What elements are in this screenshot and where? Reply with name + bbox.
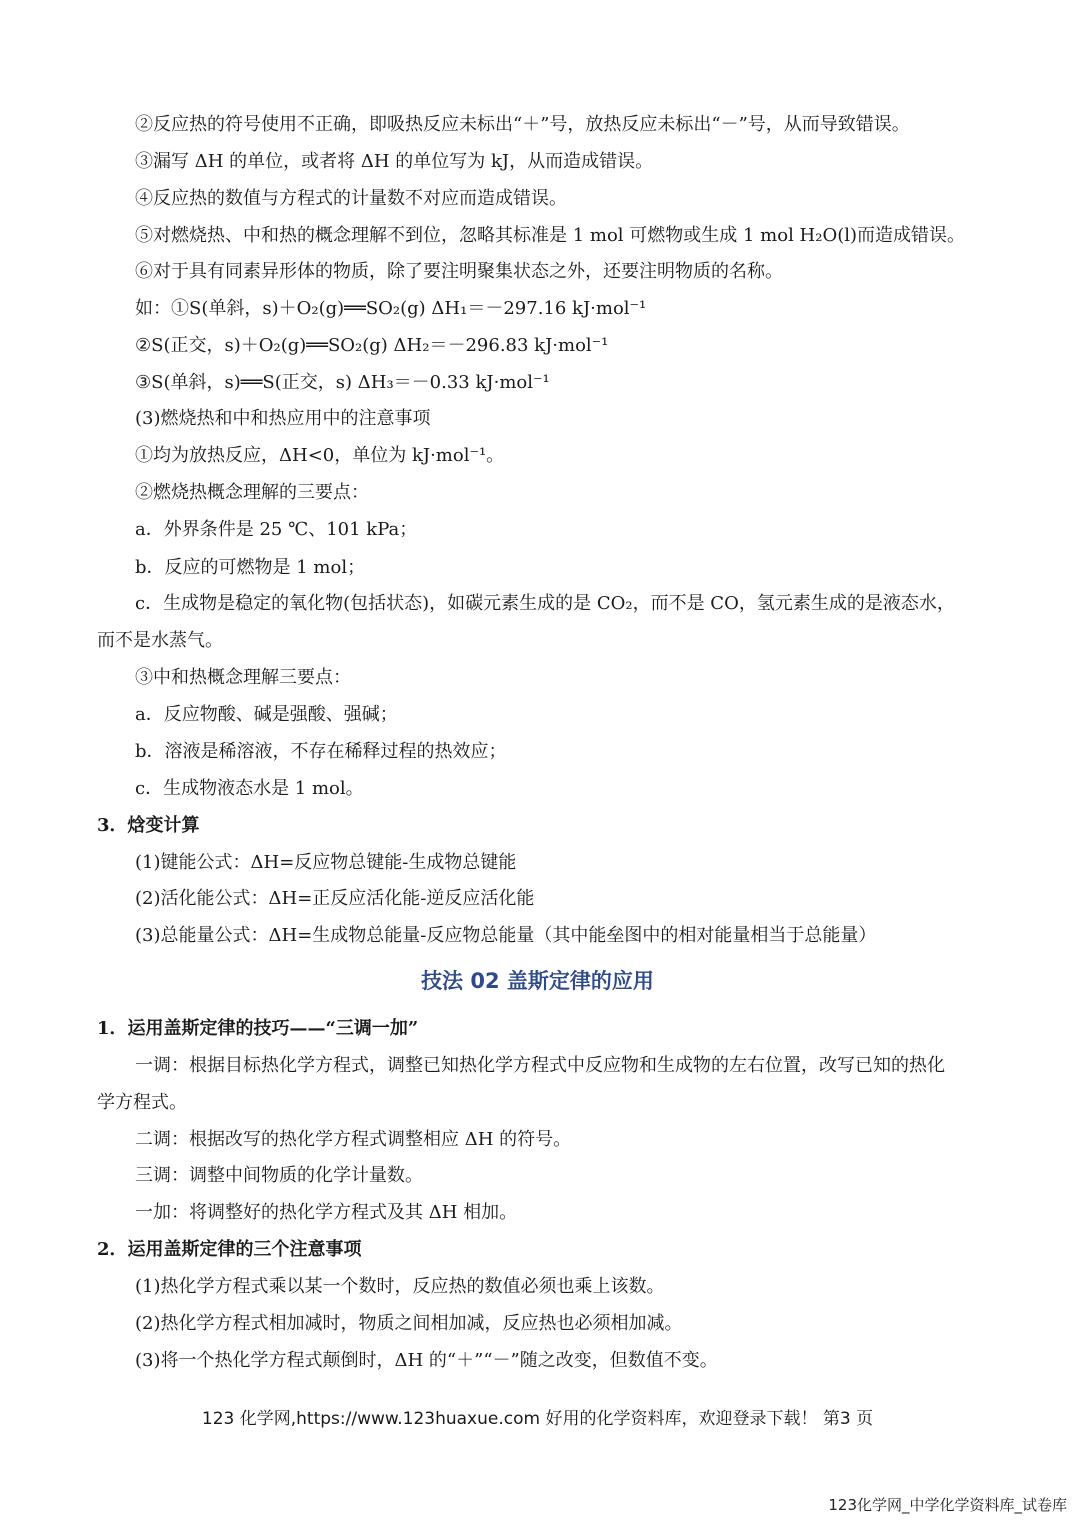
subheading: 1．运用盖斯定律的技巧——“三调一加” [97, 1018, 419, 1039]
equation-line: ②S(正交，s)＋O₂(g)══SO₂(g) ΔH₂＝－296.83 kJ·mol⁻¹ [135, 335, 609, 356]
text-line: ③中和热概念理解三要点： [135, 667, 351, 688]
text-line: 一加：将调整好的热化学方程式及其 ΔH 相加。 [135, 1202, 518, 1223]
text-line: (1)键能公式：ΔH=反应物总键能-生成物总键能 [135, 852, 517, 873]
text-line: a．反应物酸、碱是强酸、强碱； [135, 704, 398, 725]
text-line: (3)燃烧热和中和热应用中的注意事项 [135, 408, 431, 429]
equation-line: 如：①S(单斜，s)＋O₂(g)══SO₂(g) ΔH₁＝－297.16 kJ·mol⁻¹ [135, 298, 647, 319]
text-line: ⑤对燃烧热、中和热的概念理解不到位，忽略其标准是 1 mol 可燃物或生成 1 mol H₂O(l)而造成错误。 [135, 225, 966, 246]
text-line: a．外界条件是 25 ℃、101 kPa； [135, 519, 418, 540]
equation-line: ③S(单斜，s)══S(正交，s) ΔH₃＝－0.33 kJ·mol⁻¹ [135, 372, 550, 393]
subheading: 3．焓变计算 [97, 815, 200, 836]
watermark-text: 123化学网_中学化学资料库_试卷库 [828, 1496, 1067, 1514]
text-line: (2)热化学方程式相加减时，物质之间相加减，反应热也必须相加减。 [135, 1313, 683, 1334]
subheading: 2．运用盖斯定律的三个注意事项 [97, 1239, 362, 1260]
text-line: 而不是水蒸气。 [97, 630, 223, 651]
text-line: ④反应热的数值与方程式的计量数不对应而造成错误。 [135, 188, 567, 209]
text-line: ①均为放热反应，ΔH<0，单位为 kJ·mol⁻¹。 [135, 445, 505, 466]
text-line: b．反应的可燃物是 1 mol； [135, 557, 366, 578]
text-line: c．生成物液态水是 1 mol。 [135, 778, 364, 799]
text-line: ②反应热的符号使用不正确，即吸热反应未标出“＋”号，放热反应未标出“－”号，从而导致错误。 [135, 114, 910, 135]
text-line: ③漏写 ΔH 的单位，或者将 ΔH 的单位写为 kJ，从而造成错误。 [135, 151, 654, 172]
text-line: b．溶液是稀溶液，不存在稀释过程的热效应； [135, 741, 507, 762]
text-line: (3)将一个热化学方程式颠倒时，ΔH 的“＋”“－”随之改变，但数值不变。 [135, 1350, 718, 1371]
text-line: ②燃烧热概念理解的三要点： [135, 482, 369, 503]
section-title: 技法 02 盖斯定律的应用 [421, 969, 654, 993]
text-line: c．生成物是稳定的氧化物(包括状态)，如碳元素生成的是 CO₂，而不是 CO，氢元素生成的是液态水， [135, 593, 955, 614]
text-line: 一调：根据目标热化学方程式，调整已知热化学方程式中反应物和生成物的左右位置，改写已知的热化 [135, 1055, 945, 1076]
text-line: 二调：根据改写的热化学方程式调整相应 ΔH 的符号。 [135, 1129, 572, 1150]
text-line: (3)总能量公式：ΔH=生成物总能量-反应物总能量（其中能垒图中的相对能量相当于总能量） [135, 925, 877, 946]
text-line: ⑥对于具有同素异形体的物质，除了要注明聚集状态之外，还要注明物质的名称。 [135, 261, 783, 282]
text-line: (1)热化学方程式乘以某一个数时，反应热的数值必须也乘上该数。 [135, 1276, 665, 1297]
text-line: (2)活化能公式：ΔH=正反应活化能-逆反应活化能 [135, 888, 535, 909]
text-line: 学方程式。 [97, 1092, 187, 1113]
text-line: 三调：调整中间物质的化学计量数。 [135, 1165, 423, 1186]
page-footer: 123 化学网,https://www.123huaxue.com 好用的化学资料库，欢迎登录下载！ 第3 页 [201, 1409, 874, 1429]
